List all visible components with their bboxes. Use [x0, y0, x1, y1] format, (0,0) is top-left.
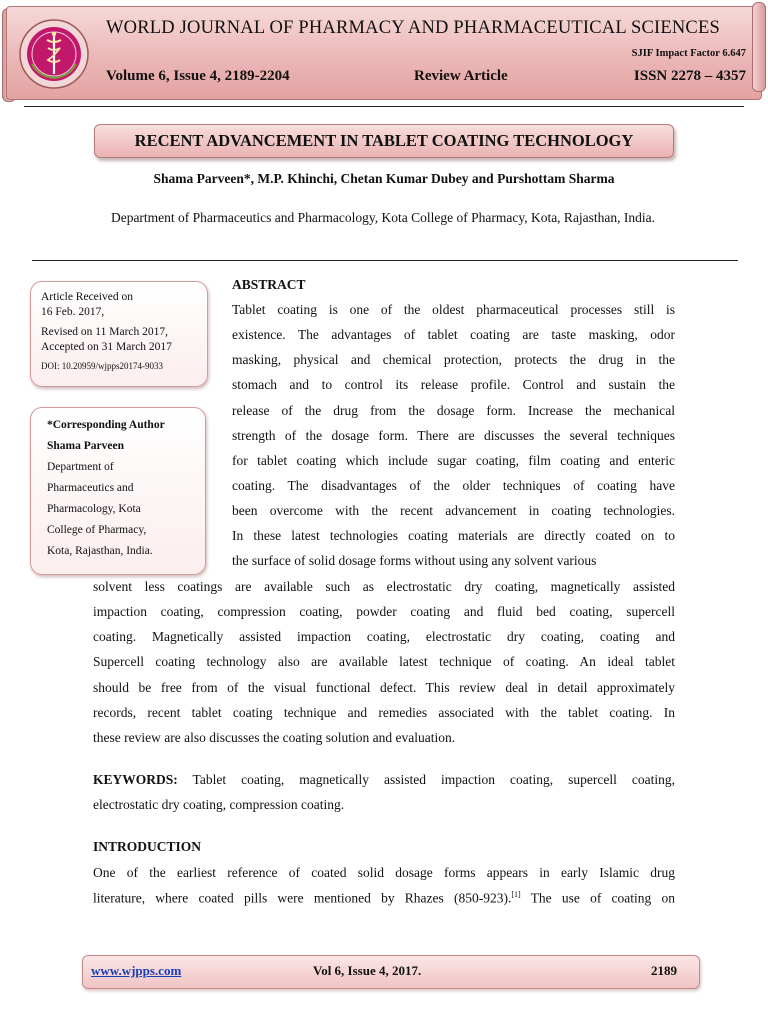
address-line: Department of — [47, 461, 114, 473]
journal-name: WORLD JOURNAL OF PHARMACY AND PHARMACEUTICAL SCIENCES — [106, 18, 720, 38]
abstract-line: existence. The advantages of tablet coating are taste masking, odor — [232, 327, 675, 342]
paper-title: RECENT ADVANCEMENT IN TABLET COATING TECHNOLOGY — [134, 131, 634, 150]
address-line: Pharmacology, Kota — [47, 503, 141, 515]
abstract-line: solvent less coatings are available such as electrostatic dry coating, magnetically assisted — [93, 579, 675, 594]
page-number: 2189 — [651, 963, 677, 978]
keywords-line: electrostatic dry coating, compression coating. — [93, 797, 345, 812]
introduction-heading: INTRODUCTION — [93, 839, 202, 854]
section-divider — [32, 260, 738, 261]
introduction-line: One of the earliest reference of coated solid dosage forms appears in early Islamic drug — [93, 865, 675, 880]
accepted-date: Accepted on 31 March 2017 — [41, 341, 172, 353]
abstract-line: impaction coating, compression coating, powder coating and fluid bed coating, supercell — [93, 604, 675, 619]
authors: Shama Parveen*, M.P. Khinchi, Chetan Kumar Dubey and Purshottam Sharma — [153, 171, 615, 186]
revised-date: Revised on 11 March 2017, — [41, 326, 169, 338]
page-footer — [82, 955, 700, 989]
abstract-line: been overcome with the recent advancement in coating technologies. — [232, 503, 675, 518]
received-label: Article Received on — [41, 291, 133, 303]
address-line: Pharmaceutics and — [47, 482, 134, 494]
title-box — [94, 124, 674, 158]
abstract-line: should be free from of the visual functional defect. This review deal in detail approximately — [93, 680, 675, 695]
abstract-line: the surface of solid dosage forms without using any solvent various — [232, 553, 597, 568]
issn: ISSN 2278 – 4357 — [633, 68, 746, 84]
impact-factor: SJIF Impact Factor 6.647 — [631, 48, 746, 59]
abstract-line: stomach and to control its release profile. Control and sustain the — [232, 377, 675, 392]
citation-ref[interactable]: [1] — [511, 890, 521, 899]
volume-issue: Volume 6, Issue 4, 2189-2204 — [106, 68, 290, 84]
abstract-line: Supercell coating technology also are available latest technique of coating. An ideal tablet — [93, 654, 675, 669]
abstract-line: coating. The disadvantages of the older techniques of coating have — [232, 478, 675, 493]
introduction-line — [93, 890, 675, 907]
abstract-line: masking, physical and chemical protection, protects the drug in the — [232, 352, 675, 367]
address-line: Kota, Rajasthan, India. — [47, 545, 153, 557]
abstract-line: Tablet coating is one of the oldest pharmaceutical processes still is — [232, 302, 675, 317]
keywords-label: KEYWORDS: — [93, 772, 178, 787]
abstract-line: In these latest technologies coating materials are directly coated on to — [232, 528, 675, 543]
footer-issue: Vol 6, Issue 4, 2017. — [313, 963, 422, 978]
article-type: Review Article — [414, 68, 508, 84]
banner-scroll-right — [752, 2, 766, 92]
abstract-line: records, recent tablet coating technique and remedies associated with the tablet coating. In — [93, 705, 675, 720]
journal-website-link[interactable]: www.wjpps.com — [91, 963, 182, 978]
journal-logo-icon — [18, 18, 90, 90]
abstract-line: release of the drug from the dosage form. Increase the mechanical — [232, 403, 675, 418]
header-divider — [24, 106, 744, 107]
abstract-line: strength of the dosage form. There are discusses the several techniques — [232, 428, 675, 443]
abstract-heading: ABSTRACT — [232, 277, 306, 292]
keywords-text: Tablet coating, magnetically assisted impaction coating, supercell coating, — [192, 772, 675, 787]
article-info-box — [30, 281, 208, 387]
introduction-text: The use of coating on — [520, 890, 675, 906]
corresponding-author-box — [30, 407, 206, 575]
introduction-text: literature, where coated pills were mentioned by Rhazes (850-923). — [93, 890, 512, 906]
abstract-line: for tablet coating which include sugar coating, film coating and enteric — [232, 453, 675, 468]
address-line: College of Pharmacy, — [47, 524, 147, 536]
doi[interactable]: DOI: 10.20959/wjpps20174-9033 — [41, 361, 163, 371]
affiliation: Department of Pharmaceutics and Pharmacology, Kota College of Pharmacy, Kota, Rajasthan, India. — [110, 210, 656, 225]
abstract-line: these review are also discusses the coating solution and evaluation. — [93, 730, 456, 745]
abstract-line: coating. Magnetically assisted impaction coating, electrostatic dry coating, coating and — [93, 629, 675, 644]
corresponding-name: Shama Parveen — [47, 440, 124, 452]
keywords-line — [93, 772, 675, 788]
received-date: 16 Feb. 2017, — [41, 306, 105, 318]
corresponding-label: *Corresponding Author — [47, 419, 165, 431]
